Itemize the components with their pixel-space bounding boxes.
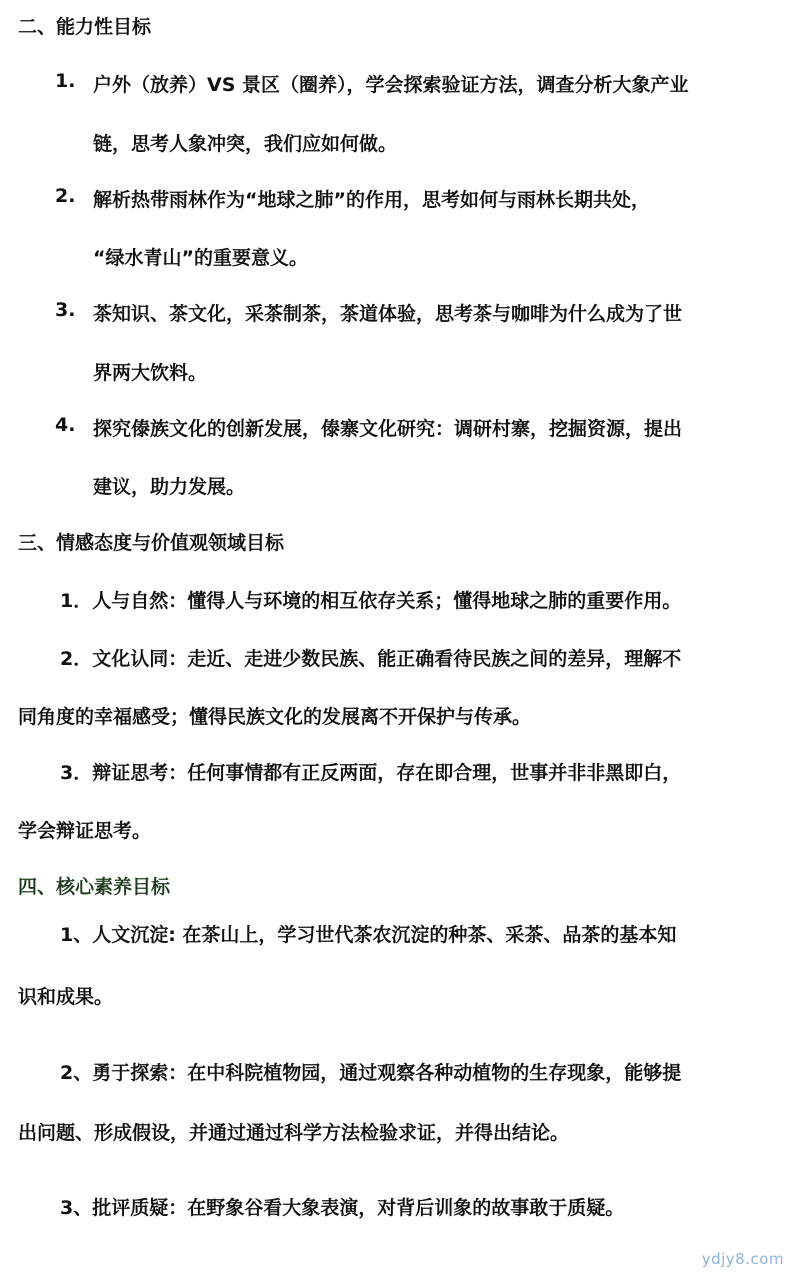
item-number: 3. xyxy=(55,299,76,321)
item-number: 2. xyxy=(55,185,76,207)
section-3-item-2-line2: 同角度的幸福感受；懂得民族文化的发展离不开保护与传承。 xyxy=(18,706,532,728)
item-text-line2: 建议，助力发展。 xyxy=(93,476,246,498)
section-3-item-3-line2: 学会辩证思考。 xyxy=(18,820,152,842)
item-text-line2: 链，思考人象冲突，我们应如何做。 xyxy=(93,133,398,155)
section-3-title: 三、情感态度与价值观领域目标 xyxy=(18,532,285,554)
section-3-item-3-line1: 3．辩证思考：任何事情都有正反两面，存在即合理，世事并非非黑即白， xyxy=(60,762,682,784)
section-3-item-1: 1．人与自然：懂得人与环境的相互依存关系；懂得地球之肺的重要作用。 xyxy=(60,590,682,612)
item-text-line1: 户外（放养）VS 景区（圈养），学会探索验证方法，调查分析大象产业 xyxy=(93,74,689,96)
section-2-title: 二、能力性目标 xyxy=(18,16,152,38)
section-4-item-2-line1: 2、勇于探索：在中科院植物园，通过观察各种动植物的生存现象，能够提 xyxy=(60,1062,682,1084)
section-4-item-1-line1: 1、人文沉淀: 在茶山上，学习世代茶农沉淀的种茶、采茶、品茶的基本知 xyxy=(60,924,677,946)
item-text-line2: “绿水青山”的重要意义。 xyxy=(93,247,308,269)
section-4-item-1-line2: 识和成果。 xyxy=(18,986,114,1008)
item-text-line1: 茶知识、茶文化，采茶制茶，茶道体验，思考茶与咖啡为什么成为了世 xyxy=(93,303,683,325)
watermark: ydjy8.com xyxy=(701,1250,784,1268)
item-text-line2: 界两大饮料。 xyxy=(93,362,208,384)
item-text-line1: 探究傣族文化的创新发展，傣寨文化研究：调研村寨，挖掘资源，提出 xyxy=(93,418,683,440)
section-4-item-2-line2: 出问题、形成假设，并通过通过科学方法检验求证，并得出结论。 xyxy=(18,1122,570,1144)
section-3-item-2-line1: 2．文化认同：走近、走进少数民族、能正确看待民族之间的差异，理解不 xyxy=(60,648,682,670)
section-4-title: 四、核心素养目标 xyxy=(18,876,171,898)
section-4-item-3: 3、批评质疑：在野象谷看大象表演，对背后训象的故事敢于质疑。 xyxy=(60,1197,625,1219)
item-number: 1. xyxy=(55,70,76,92)
item-number: 4. xyxy=(55,414,76,436)
item-text-line1: 解析热带雨林作为“地球之肺”的作用，思考如何与雨林长期共处， xyxy=(93,189,650,211)
